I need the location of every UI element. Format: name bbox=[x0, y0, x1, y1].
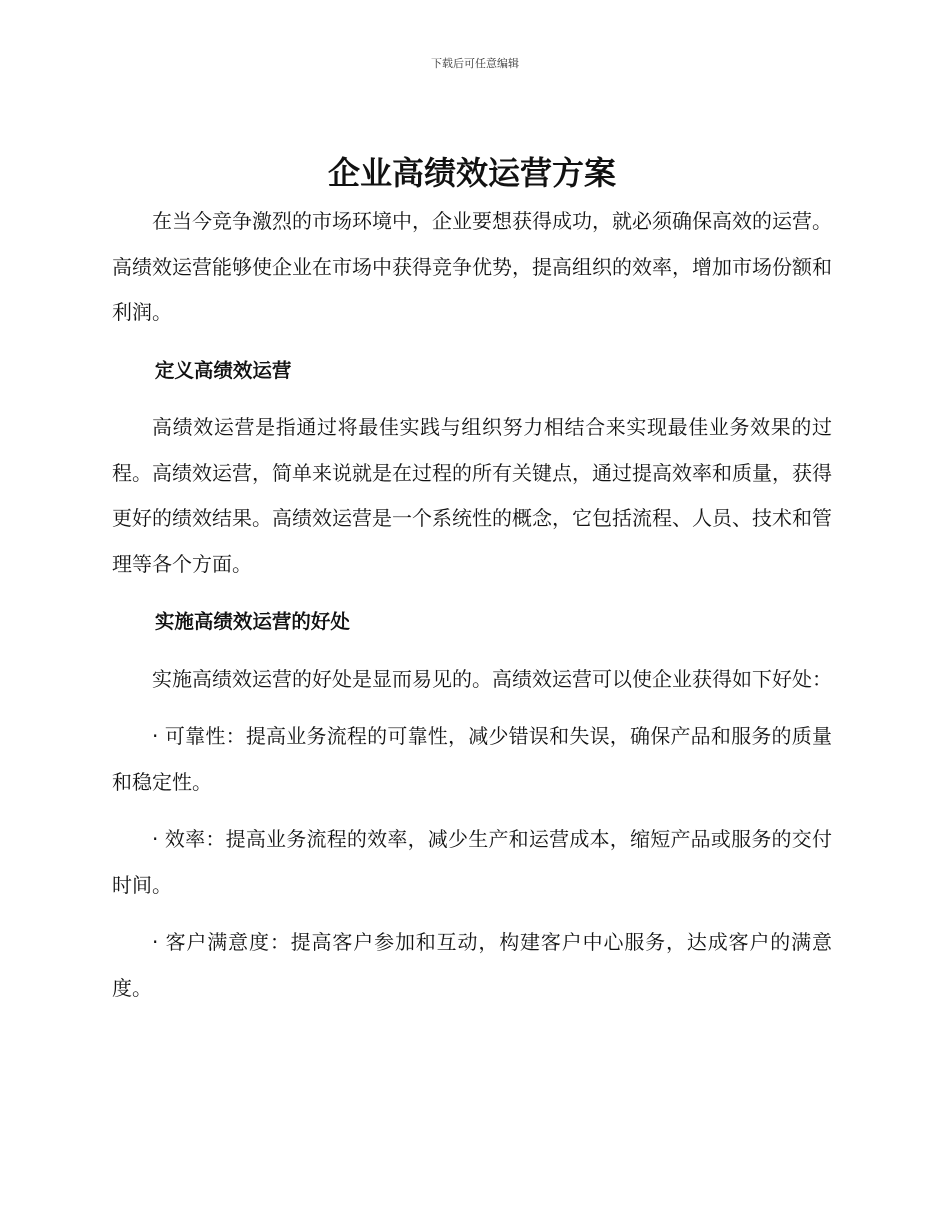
document-body bbox=[112, 150, 832, 1011]
intro-paragraph: 在当今竞争激烈的市场环境中，企业要想获得成功，就必须确保高效的运营。高绩效运营能够使企业在市场中获得竞争优势，提高组织的效率，增加市场份额和利润。 bbox=[112, 209, 832, 324]
benefit-item-customer-satisfaction: · 客户满意度：提高客户参加和互动，构建客户中心服务，达成客户的满意度。 bbox=[112, 930, 832, 1000]
section-heading-definition: 定义高绩效运营 bbox=[154, 358, 292, 382]
benefit-item-reliability: · 可靠性：提高业务流程的可靠性，减少错误和失误，确保产品和服务的质量和稳定性。 bbox=[112, 724, 832, 794]
section-heading-benefits: 实施高绩效运营的好处 bbox=[154, 610, 350, 633]
definition-paragraph: 高绩效运营是指通过将最佳实践与组织努力相结合来实现最佳业务效果的过程。高绩效运营，简单来说就是在过程的所有关键点，通过提高效率和质量，获得更好的绩效结果。高绩效运营是一个系统性的概念，它包括流程、人员、技术和管理等各个方面。 bbox=[112, 415, 832, 576]
benefits-paragraph: 实施高绩效运营的好处是显而易见的。高绩效运营可以使企业获得如下好处： bbox=[152, 666, 832, 691]
document-title: 企业高绩效运营方案 bbox=[327, 154, 616, 192]
benefit-item-efficiency: · 效率：提高业务流程的效率，减少生产和运营成本，缩短产品或服务的交付时间。 bbox=[112, 827, 832, 897]
page-header-note: 下载后可任意编辑 bbox=[431, 57, 519, 70]
